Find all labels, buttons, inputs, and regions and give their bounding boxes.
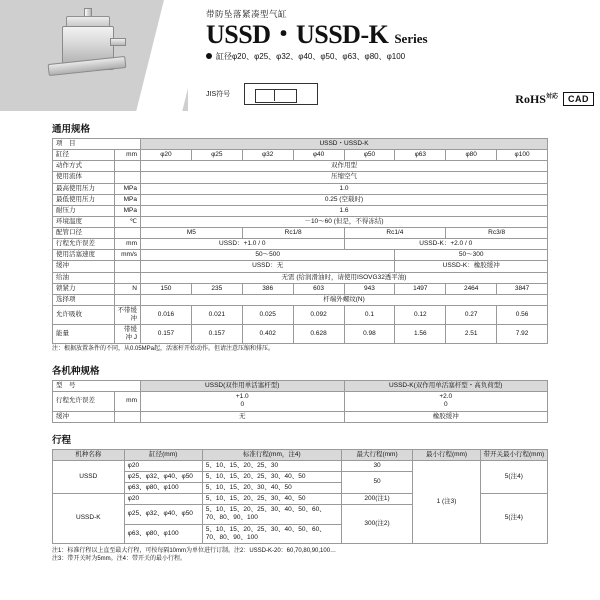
table-cell: 150 xyxy=(141,283,192,294)
table-cell: φ63、φ80、φ100 xyxy=(124,524,202,543)
table-row xyxy=(53,305,548,324)
table-cell: φ20 xyxy=(124,460,202,471)
table-cell: φ25 xyxy=(191,150,242,161)
stroke-table-wrap xyxy=(52,449,548,544)
table-cell: +2.0 0 xyxy=(344,392,548,411)
table-cell: φ63 xyxy=(395,150,446,161)
table-cell: 7.92 xyxy=(497,325,548,344)
table-cell: 5、10、15、20、25、30、40、50 xyxy=(202,471,341,482)
table-row xyxy=(53,194,548,205)
header-subtitle: 带防坠落紧凑型气缸 xyxy=(206,9,288,19)
general-spec-table xyxy=(52,138,548,344)
table-row xyxy=(53,239,548,250)
table-row xyxy=(53,205,548,216)
row-label: 使用流体 xyxy=(53,172,115,183)
table-cell: φ80 xyxy=(446,150,497,161)
series-word: Series xyxy=(394,31,428,46)
product-photo-panel xyxy=(0,0,188,111)
row-label: 耐压力 xyxy=(53,205,115,216)
table-cell: 50～500 xyxy=(141,250,395,261)
model-spec-table xyxy=(52,380,548,423)
table-header-cell: 项 目 xyxy=(53,139,141,150)
table-header-cell: USSD・USSD-K xyxy=(141,139,548,150)
row-unit: ℃ xyxy=(115,216,141,227)
cylinder-photo xyxy=(40,8,150,88)
table-cell: 235 xyxy=(191,283,242,294)
table-row xyxy=(53,150,548,161)
table-cell: φ50 xyxy=(344,150,395,161)
table-row xyxy=(53,261,548,272)
rohs-sup: 対応 xyxy=(545,94,558,100)
table-header-cell: 型 号 xyxy=(53,381,141,392)
table-header-cell: 缸径(mm) xyxy=(124,449,202,460)
page-title-text: USSD・USSD-K xyxy=(206,20,389,49)
row-label: 给油 xyxy=(53,272,115,283)
section-title-stroke: 行程 xyxy=(52,434,72,446)
table-cell: φ20 xyxy=(141,150,192,161)
table-header-cell: USSD-K(双作用单活塞杆型・高负荷型) xyxy=(344,381,548,392)
table-row xyxy=(53,216,548,227)
row-label: USSD-K xyxy=(53,494,125,544)
table-cell: +1.0 0 xyxy=(141,392,345,411)
table-cell: －10～60 (但是，不得冻结) xyxy=(141,216,548,227)
table-row xyxy=(53,460,548,471)
row-unit xyxy=(115,228,141,239)
row-label: 允许吸收 xyxy=(53,305,115,324)
table-cell: 386 xyxy=(242,283,293,294)
table-cell: 5、10、15、20、25、30、40、50 xyxy=(202,494,341,505)
row-unit: mm xyxy=(115,150,141,161)
table-cell: 0.12 xyxy=(395,305,446,324)
table-cell: Rc1/8 xyxy=(242,228,344,239)
table-cell: 200(注1) xyxy=(341,494,413,505)
table-cell: 0.98 xyxy=(344,325,395,344)
table-cell: 0.628 xyxy=(293,325,344,344)
table-row xyxy=(53,325,548,344)
section-title-general: 通用规格 xyxy=(52,124,91,135)
table-cell: 1.56 xyxy=(395,325,446,344)
table-cell: Rc1/4 xyxy=(344,228,446,239)
table-cell: 0.021 xyxy=(191,305,242,324)
table-cell: 50～300 xyxy=(395,250,548,261)
table-cell: φ40 xyxy=(293,150,344,161)
table-cell: 50 xyxy=(341,471,413,493)
row-label: 配管口径 xyxy=(53,228,115,239)
table-cell: 橡胶缓冲 xyxy=(344,411,548,422)
table-cell: M5 xyxy=(141,228,243,239)
row-label: 选择项 xyxy=(53,294,115,305)
table-cell: 5、10、15、20、25、30 xyxy=(202,460,341,471)
table-cell: 0.157 xyxy=(141,325,192,344)
table-cell: USSD：+1.0 / 0 xyxy=(141,239,345,250)
table-cell: 0.092 xyxy=(293,305,344,324)
table-header-cell: USSD(双作用单活塞杆型) xyxy=(141,381,345,392)
row-label: 缓冲 xyxy=(53,411,115,422)
row-unit: MPa xyxy=(115,194,141,205)
table-row xyxy=(53,161,548,172)
cylinder-arm-icon xyxy=(48,56,127,76)
table-cell: 0.016 xyxy=(141,305,192,324)
table-cell: 3847 xyxy=(497,283,548,294)
table-row xyxy=(53,172,548,183)
row-unit: mm/s xyxy=(115,250,141,261)
row-label: 最低使用压力 xyxy=(53,194,115,205)
general-spec-note: 注：根据放置条件的不同，从0.05MPa起，活塞杆开始动作。但请注意压缩和排压。 xyxy=(52,346,275,353)
row-label: 最高使用压力 xyxy=(53,183,115,194)
cylinder-bolt-icon xyxy=(110,38,126,46)
header-text-panel xyxy=(188,0,600,111)
bullet-icon xyxy=(206,53,212,59)
page-title xyxy=(206,21,592,48)
table-cell: φ20 xyxy=(124,494,202,505)
row-unit xyxy=(115,411,141,422)
row-label: USSD xyxy=(53,460,125,493)
table-cell: 5(注4) xyxy=(480,494,547,544)
cad-badge: CAD xyxy=(563,92,594,106)
table-cell: 2.51 xyxy=(446,325,497,344)
table-cell: USSD：无 xyxy=(141,261,395,272)
table-cell: 压缩空气 xyxy=(141,172,548,183)
table-cell: 1.0 xyxy=(141,183,548,194)
table-cell: 5、10、15、20、25、30、40、50、60、70、80、90、100 xyxy=(202,505,341,524)
table-cell: USSD-K：橡胶缓冲 xyxy=(395,261,548,272)
model-spec-table-wrap xyxy=(52,380,548,423)
table-cell: 0.1 xyxy=(344,305,395,324)
stroke-table xyxy=(52,449,548,544)
table-cell: φ25、φ32、φ40、φ50 xyxy=(124,471,202,482)
row-label: 缸径 xyxy=(53,150,115,161)
table-cell: 双作用型 xyxy=(141,161,548,172)
jis-row xyxy=(206,83,318,105)
row-unit: 不带缓冲 xyxy=(115,305,141,324)
table-row xyxy=(53,411,548,422)
row-unit: mm xyxy=(115,239,141,250)
row-label: 锁紧力 xyxy=(53,283,115,294)
table-row xyxy=(53,183,548,194)
table-cell: 1.6 xyxy=(141,205,548,216)
table-row xyxy=(53,272,548,283)
table-cell: 943 xyxy=(344,283,395,294)
table-cell: φ63、φ80、φ100 xyxy=(124,483,202,494)
table-header-cell: 标准行程(mm，注4) xyxy=(202,449,341,460)
table-row xyxy=(53,392,548,411)
table-header-cell: 最小行程(mm) xyxy=(413,449,480,460)
table-cell: 1497 xyxy=(395,283,446,294)
row-label: 行程允许误差 xyxy=(53,239,115,250)
table-cell: 0.025 xyxy=(242,305,293,324)
rohs-text: RoHS xyxy=(515,92,546,106)
table-header-cell: 最大行程(mm) xyxy=(341,449,413,460)
table-cell: 300(注2) xyxy=(341,505,413,544)
rohs-badge xyxy=(515,91,558,107)
table-cell: 无 xyxy=(141,411,345,422)
row-unit: MPa xyxy=(115,205,141,216)
jis-symbol-icon xyxy=(244,83,318,105)
table-cell: 5(注4) xyxy=(480,460,547,493)
table-cell: 5、10、15、20、30、40、50 xyxy=(202,483,341,494)
badges xyxy=(515,91,594,107)
table-row xyxy=(53,283,548,294)
row-unit xyxy=(115,272,141,283)
table-cell: 无需 (给润滑油时，请使用ISOVG32透平油) xyxy=(141,272,548,283)
table-cell: φ32 xyxy=(242,150,293,161)
row-label: 缓冲 xyxy=(53,261,115,272)
row-unit: mm xyxy=(115,392,141,411)
table-row xyxy=(53,228,548,239)
table-cell: φ100 xyxy=(497,150,548,161)
table-cell: USSD-K：+2.0 / 0 xyxy=(344,239,548,250)
table-cell: 2464 xyxy=(446,283,497,294)
row-unit: 带缓冲 J xyxy=(115,325,141,344)
table-cell: 603 xyxy=(293,283,344,294)
stroke-note: 注1：标准行程以上直至最大行程，可按每隔10mm为单位进行订制。注2：USSD-K-20：60,70,80,90,100… 注3：带开关时为5mm。注4：带开关的最小行程。 xyxy=(52,547,337,562)
table-header-cell: 机种名称 xyxy=(53,449,125,460)
table-header-cell: 带开关最小行程(mm) xyxy=(480,449,547,460)
table-cell: 0.402 xyxy=(242,325,293,344)
row-unit xyxy=(115,294,141,305)
table-cell: 0.157 xyxy=(191,325,242,344)
table-cell: 0.27 xyxy=(446,305,497,324)
row-label: 能量 xyxy=(53,325,115,344)
table-cell: 0.56 xyxy=(497,305,548,324)
row-label: 行程允许误差 xyxy=(53,392,115,411)
section-title-models: 各机种规格 xyxy=(52,366,100,378)
row-label: 环境温度 xyxy=(53,216,115,227)
row-unit xyxy=(115,172,141,183)
row-label: 动作方式 xyxy=(53,161,115,172)
table-cell: 5、10、15、20、25、30、40、50、60、70、80、90、100 xyxy=(202,524,341,543)
table-cell: φ25、φ32、φ40、φ50 xyxy=(124,505,202,524)
table-row xyxy=(53,250,548,261)
row-label: 使用活塞速度 xyxy=(53,250,115,261)
table-cell: 0.25 (空载时) xyxy=(141,194,548,205)
table-cell: 1 (注3) xyxy=(413,460,480,543)
table-cell: 30 xyxy=(341,460,413,471)
row-unit: MPa xyxy=(115,183,141,194)
jis-label: JIS符号 xyxy=(206,91,231,98)
table-row xyxy=(53,294,548,305)
table-cell: 杆端外螺纹(N) xyxy=(141,294,548,305)
table-cell: Rc3/8 xyxy=(446,228,548,239)
page-header xyxy=(0,0,600,112)
row-unit xyxy=(115,161,141,172)
bore-list xyxy=(206,51,592,62)
row-unit: N xyxy=(115,283,141,294)
bore-list-text: 缸径φ20、φ25、φ32、φ40、φ50、φ63、φ80、φ100 xyxy=(216,52,406,62)
general-spec-table-wrap xyxy=(52,138,548,344)
row-unit xyxy=(115,261,141,272)
